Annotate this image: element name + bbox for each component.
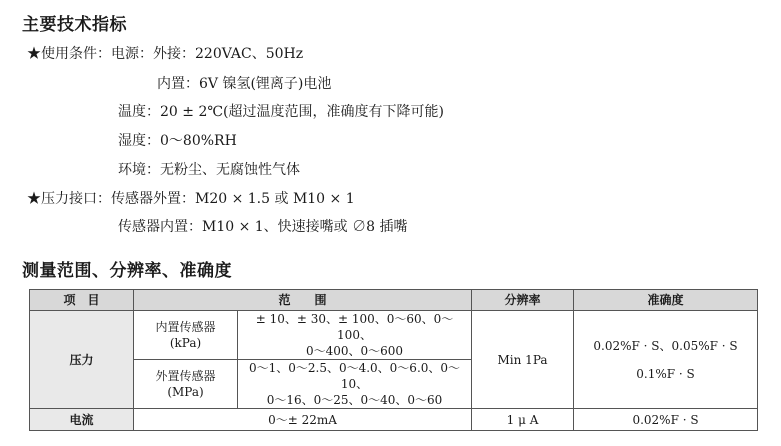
external-range-line2: 0～16、0～25、0～40、0～60 [266,393,443,407]
header-resolution: 分辨率 [472,290,574,311]
internal-range-line1: ± 10、± 30、± 100、0～60、0～100、 [255,312,454,342]
external-sensor-label: 外置传感器 [155,369,216,383]
cell-current-resolution: 1 μ A [472,409,574,431]
spec-line-power-external: ★使用条件：电源：外接：220VAC、50Hz [27,46,304,62]
spec-line-pressure-port-internal: 传感器内置：M10 × 1、快速接嘴或 ∅8 插嘴 [118,219,408,235]
table-row-pressure-internal [30,311,758,360]
cell-external-sensor [134,360,238,409]
spec-line-power-internal: 内置：6V 镍氢(锂离子)电池 [157,76,332,92]
cell-pressure-accuracy [574,311,758,409]
cell-current-range: 0～± 22mA [134,409,472,431]
pressure-accuracy-line2: 0.1%F · S [636,366,695,381]
table-header-row [30,290,758,311]
spec-table [29,289,758,431]
cell-internal-range [238,311,472,360]
cell-external-range [238,360,472,409]
section-title-range: 测量范围、分辨率、准确度 [22,261,232,281]
cell-pressure-resolution: Min 1Pa [472,311,574,409]
spec-line-pressure-port-external: ★压力接口：传感器外置：M20 × 1.5 或 M10 × 1 [27,191,355,207]
external-range-line1: 0～1、0～2.5、0～4.0、0～6.0、0～10、 [248,361,461,391]
spec-line-humidity: 湿度：0～80%RH [118,133,237,149]
internal-range-line2: 0～400、0～600 [305,344,404,358]
cell-current-accuracy: 0.02%F · S [574,409,758,431]
external-sensor-unit: (MPa) [167,385,204,399]
cell-internal-sensor [134,311,238,360]
internal-sensor-unit: (kPa) [169,336,202,350]
header-range: 范 围 [134,290,472,311]
header-item: 项 目 [30,290,134,311]
internal-sensor-label: 内置传感器 [155,320,216,334]
spec-line-environment: 环境：无粉尘、无腐蚀性气体 [118,162,300,178]
header-accuracy: 准确度 [574,290,758,311]
cell-current-label: 电流 [30,409,134,431]
table-row-current [30,409,758,431]
pressure-accuracy-line1: 0.02%F · S、0.05%F · S [593,338,738,353]
spec-line-temperature: 温度：20 ± 2℃(超过温度范围，准确度有下降可能) [118,104,444,120]
cell-pressure-label: 压力 [30,311,134,409]
section-title-specs: 主要技术指标 [22,15,127,35]
